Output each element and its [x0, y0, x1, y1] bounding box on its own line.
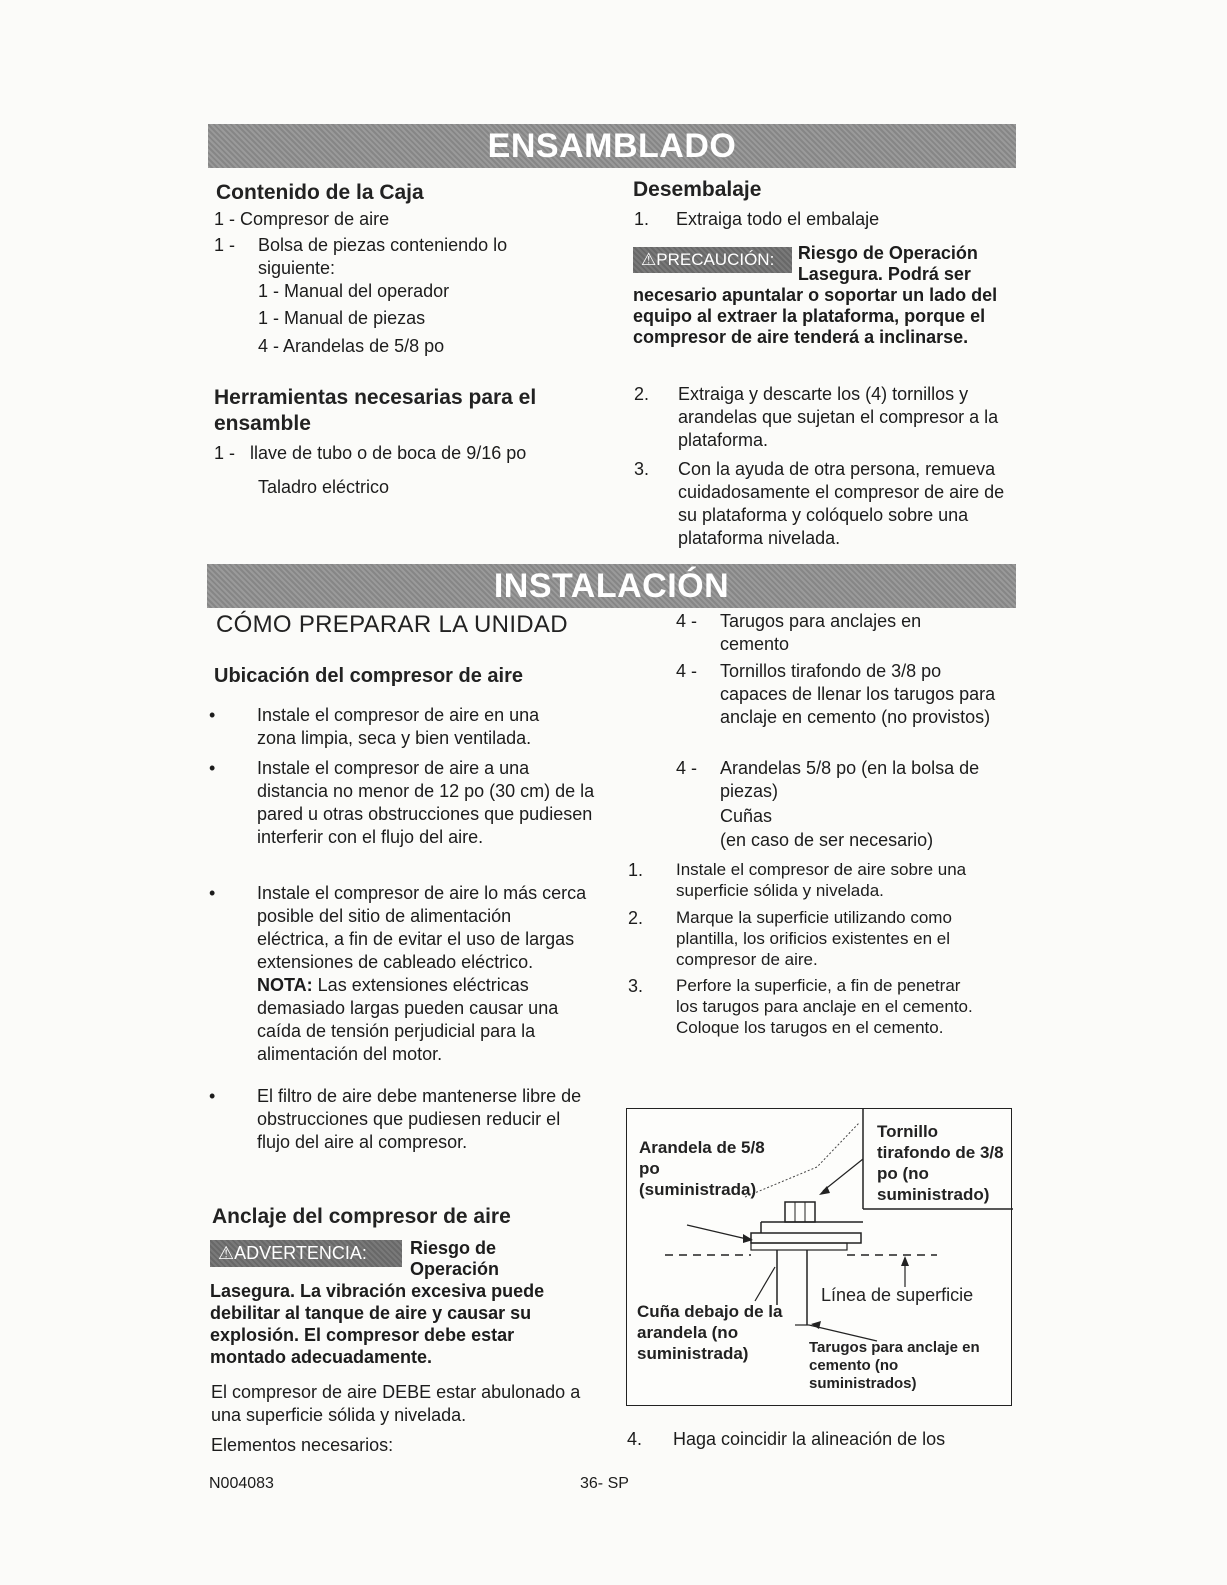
ubicacion-bullet: • Instale el compresor de aire lo más cerca posible del sitio de alimentación eléctrica, a fin de evitar el uso de largas extensiones de cableado eléctrico. NOTA: Las extensiones eléctricas demasiado largas pueden causar una caída de tensión perjudicial para la alimentación del motor.: [209, 883, 587, 1064]
contenido-item: 1 - Compresor de aire: [214, 209, 390, 229]
elemento-item: 4 - Arandelas 5/8 po (en la bolsa de piezas): [676, 758, 980, 801]
contenido-item: 1 - Bolsa de piezas conteniendo lo siguiente:: [214, 235, 508, 278]
advertencia-block: [210, 1238, 590, 1368]
ensamblado-banner: [208, 124, 1016, 168]
elemento-item: 4 - Tornillos tirafondo de 3/8 po capaces de llenar los tarugos para anclaje en cemento (no provistos): [676, 661, 996, 727]
precaucion-head: Riesgo de Operación Lasegura. Podrá ser: [797, 243, 978, 284]
diagram-label-arandela: Arandela de 5/8 po (suministrada): [639, 1138, 765, 1199]
herramientas-item: 1 - llave de tubo o de boca de 9/16 po: [214, 443, 527, 463]
contenido-title: Contenido de la Caja: [216, 181, 424, 204]
herramientas-item: Taladro eléctrico: [258, 477, 390, 497]
instalacion-banner: [207, 564, 1016, 608]
preparar-title: CÓMO PREPARAR LA UNIDAD: [216, 611, 568, 638]
instalacion-heading: INSTALACIÓN: [493, 566, 730, 605]
advertencia-text: Lasegura. La vibración excesiva puede debilitar al tanque de aire y causar su explosión. El compresor debe estar montado adecuadamente.: [210, 1281, 545, 1367]
precaucion-text: necesario apuntalar o soportar un lado del equipo al extraer la plataforma, porque el compresor de aire tenderá a inclinarse.: [633, 285, 998, 347]
paso-step: 3. Perfore la superficie, a fin de penetrar los tarugos para anclaje en el cemento. Coloque los tarugos en el cemento.: [628, 976, 973, 1037]
precaucion-block: [633, 243, 1013, 348]
paso-step: 2. Marque la superficie utilizando como plantilla, los orificios existentes en el compresor de aire.: [628, 908, 952, 969]
desembalaje-title: Desembalaje: [633, 178, 762, 201]
paso-step: 4. Haga coincidir la alineación de los: [627, 1429, 946, 1449]
elemento-item: 4 - Tarugos para anclajes en cemento: [676, 611, 922, 654]
paso-step: 1. Instale el compresor de aire sobre una superficie sólida y nivelada.: [628, 860, 967, 900]
ubicacion-bullet: • Instale el compresor de aire a una distancia no menor de 12 po (30 cm) de la pared u otras obstrucciones que pudiesen interferir con el flujo del aire.: [209, 758, 595, 847]
contenido-subitem: 1 - Manual de piezas: [258, 308, 426, 328]
desembalaje-step: 2. Extraiga y descarte los (4) tornillos y arandelas que sujetan el compresor a la plataforma.: [634, 384, 999, 450]
footer-page: 36- SP: [580, 1475, 629, 1492]
desembalaje-step: 1. Extraiga todo el embalaje: [634, 209, 880, 229]
diagram-label-tornillo: Tornillo tirafondo de 3/8 po (no suministrado): [877, 1122, 1004, 1204]
diagram-label-cuna: Cuña debajo de la arandela (no suministrada): [637, 1302, 783, 1363]
anchor-diagram: [626, 1108, 1012, 1406]
anclaje-title: Anclaje del compresor de aire: [212, 1205, 511, 1228]
cunas-label: Cuñas: [720, 806, 773, 826]
ubicacion-bullet: • Instale el compresor de aire en una zona limpia, seca y bien ventilada.: [209, 705, 540, 748]
advertencia-label: ⚠ADVERTENCIA:: [210, 1240, 402, 1267]
footer-code: N004083: [209, 1475, 274, 1492]
cunas-note: (en caso de ser necesario): [720, 830, 934, 850]
diagram-label-tarugos: Tarugos para anclaje en cemento (no suministrados): [809, 1339, 980, 1392]
ubicacion-bullet: • El filtro de aire debe mantenerse libre de obstrucciones que pudiesen reducir el flujo del aire al compresor.: [209, 1086, 582, 1152]
anclaje-paragraph: Elementos necesarios:: [211, 1435, 394, 1455]
desembalaje-step: 3. Con la ayuda de otra persona, remueva cuidadosamente el compresor de aire de su plataforma y colóquelo sobre una plataforma nivelada.: [634, 459, 1005, 548]
ensamblado-heading: ENSAMBLADO: [487, 126, 737, 165]
advertencia-head: Riesgo de Operación: [410, 1238, 500, 1279]
herramientas-title: Herramientas necesarias para el ensamble: [214, 386, 537, 435]
anclaje-paragraph: El compresor de aire DEBE estar abulonado a una superficie sólida y nivelada.: [211, 1382, 581, 1425]
diagram-label-linea: Línea de superficie: [821, 1285, 974, 1305]
contenido-subitem: 1 - Manual del operador: [258, 281, 450, 301]
contenido-subitem: 4 - Arandelas de 5/8 po: [258, 336, 445, 356]
ubicacion-title: Ubicación del compresor de aire: [214, 665, 523, 687]
precaucion-label: ⚠PRECAUCIÓN:: [633, 247, 792, 273]
